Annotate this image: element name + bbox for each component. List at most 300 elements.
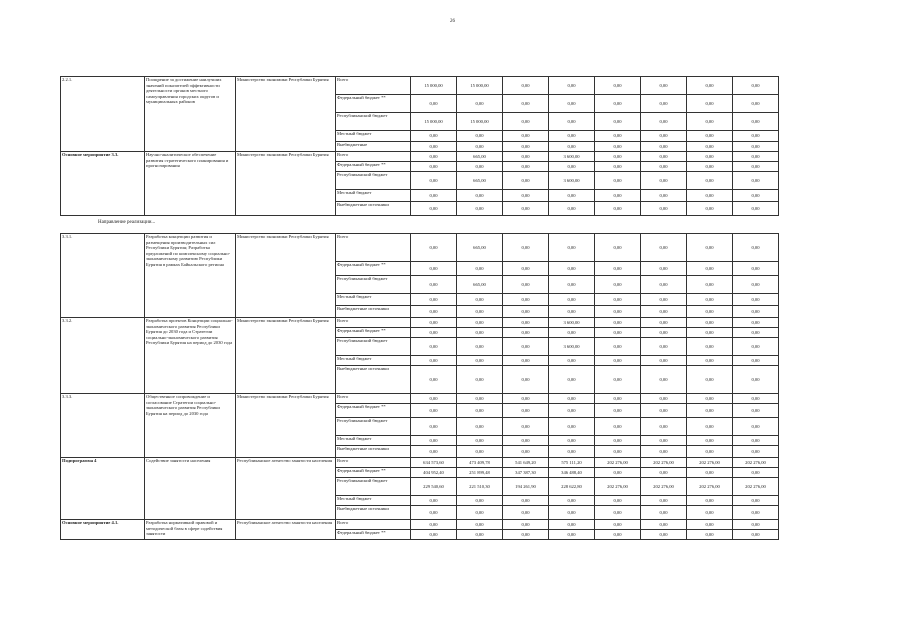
amount-cell: 0,00 (503, 446, 549, 458)
funding-source: Республиканский бюджет (336, 338, 411, 356)
amount-cell: 0,00 (687, 506, 733, 520)
amount-cell: 0,00 (411, 418, 457, 436)
funding-source: Всего (336, 394, 411, 404)
amount-cell: 0,00 (641, 436, 687, 446)
amount-cell: 0,00 (549, 418, 595, 436)
amount-cell: 0,00 (549, 506, 595, 520)
funding-source: Федеральный бюджет ** (336, 404, 411, 418)
amount-cell: 665,00 (457, 234, 503, 262)
funding-source: Местный бюджет (336, 294, 411, 306)
amount-cell: 0,00 (687, 418, 733, 436)
amount-cell: 0,00 (595, 294, 641, 306)
amount-cell: 0,00 (457, 418, 503, 436)
row-executor: Министерство экономики Республики Бурятия (236, 394, 336, 458)
amount-cell: 0,00 (733, 202, 779, 216)
amount-cell: 347 387,30 (503, 468, 549, 478)
amount-cell: 221 510,30 (457, 478, 503, 496)
amount-cell: 0,00 (503, 152, 549, 162)
funding-source: Внебюджетные источники (336, 202, 411, 216)
amount-cell: 0,00 (503, 520, 549, 530)
amount-cell: 202 276,00 (641, 478, 687, 496)
amount-cell: 0,00 (503, 306, 549, 318)
amount-cell: 251 899,48 (457, 468, 503, 478)
amount-cell: 0,00 (641, 520, 687, 530)
amount-cell: 202 276,00 (687, 478, 733, 496)
row-name: Поощрение за достижение наилучших значений показателей эффективности деятельности органов местного самоуправления городских округов и муниципальных районов (145, 77, 236, 152)
amount-cell: 0,00 (503, 77, 549, 95)
funding-source: Республиканский бюджет (336, 478, 411, 496)
amount-cell: 0,00 (549, 356, 595, 366)
amount-cell: 0,00 (687, 356, 733, 366)
amount-cell: 0,00 (411, 294, 457, 306)
funding-source: Местный бюджет (336, 496, 411, 506)
amount-cell: 0,00 (503, 276, 549, 294)
amount-cell: 0,00 (549, 262, 595, 276)
amount-cell: 0,00 (411, 496, 457, 506)
row-name: Содействие занятости населения (145, 458, 236, 520)
amount-cell: 0,00 (687, 77, 733, 95)
amount-cell: 0,00 (549, 394, 595, 404)
amount-cell: 0,00 (641, 394, 687, 404)
amount-cell: 0,00 (595, 95, 641, 113)
row-executor: Министерство экономики Республики Бурятия (236, 77, 336, 152)
amount-cell: 0,00 (687, 394, 733, 404)
amount-cell: 0,00 (503, 338, 549, 356)
amount-cell: 0,00 (595, 446, 641, 458)
amount-cell: 0,00 (457, 338, 503, 356)
amount-cell: 0,00 (687, 294, 733, 306)
amount-cell: 0,00 (549, 162, 595, 172)
amount-cell: 0,00 (411, 276, 457, 294)
amount-cell: 0,00 (549, 436, 595, 446)
amount-cell: 0,00 (503, 234, 549, 262)
funding-source: Всего (336, 234, 411, 262)
amount-cell: 0,00 (549, 306, 595, 318)
amount-cell: 0,00 (733, 436, 779, 446)
funding-source: Республиканский бюджет (336, 172, 411, 190)
amount-cell: 0,00 (411, 202, 457, 216)
row-code: 2.2.1. (61, 77, 145, 152)
amount-cell: 0,00 (733, 234, 779, 262)
funding-source: Внебюджетные источники (336, 306, 411, 318)
amount-cell: 0,00 (503, 366, 549, 394)
budget-table-top (60, 76, 779, 216)
amount-cell: 0,00 (641, 190, 687, 202)
amount-cell: 0,00 (733, 356, 779, 366)
amount-cell: 0,00 (595, 152, 641, 162)
amount-cell: 0,00 (733, 113, 779, 131)
amount-cell: 0,00 (687, 306, 733, 318)
section-heading: Направление реализации... (98, 220, 156, 225)
amount-cell: 0,00 (457, 202, 503, 216)
amount-cell: 0,00 (549, 520, 595, 530)
amount-cell: 0,00 (549, 142, 595, 152)
amount-cell: 202 276,00 (733, 458, 779, 468)
amount-cell: 0,00 (457, 262, 503, 276)
amount-cell: 0,00 (503, 172, 549, 190)
amount-cell: 0,00 (641, 262, 687, 276)
amount-cell: 0,00 (641, 318, 687, 328)
amount-cell: 0,00 (641, 234, 687, 262)
table-row (61, 458, 779, 468)
funding-source: Республиканский бюджет (336, 113, 411, 131)
amount-cell: 0,00 (687, 202, 733, 216)
amount-cell: 0,00 (687, 366, 733, 394)
amount-cell: 0,00 (687, 520, 733, 530)
amount-cell: 0,00 (641, 468, 687, 478)
amount-cell: 0,00 (733, 520, 779, 530)
funding-source: Местный бюджет (336, 356, 411, 366)
row-code: Подпрограмма 4 (61, 458, 145, 520)
amount-cell: 0,00 (457, 366, 503, 394)
amount-cell: 0,00 (733, 162, 779, 172)
amount-cell: 0,00 (733, 468, 779, 478)
amount-cell: 0,00 (457, 294, 503, 306)
amount-cell: 0,00 (733, 262, 779, 276)
funding-source: Местный бюджет (336, 436, 411, 446)
amount-cell: 202 276,00 (733, 478, 779, 496)
amount-cell: 0,00 (411, 262, 457, 276)
amount-cell: 404 952,40 (411, 468, 457, 478)
amount-cell: 0,00 (411, 318, 457, 328)
amount-cell: 0,00 (687, 530, 733, 540)
amount-cell: 0,00 (411, 152, 457, 162)
row-executor: Республиканское агентство занятости населения (236, 458, 336, 520)
amount-cell: 0,00 (641, 366, 687, 394)
amount-cell: 0,00 (687, 446, 733, 458)
funding-source: Федеральный бюджет ** (336, 262, 411, 276)
amount-cell: 0,00 (641, 446, 687, 458)
amount-cell: 0,00 (733, 190, 779, 202)
row-name: Разработка проектов Концепции социально-экономического развития Республики Бурятия до 2030 года и Стратегии социально-экономического развития Республики Бурятия на период до 2030 года (145, 318, 236, 394)
amount-cell: 0,00 (411, 328, 457, 338)
funding-source: Федеральный бюджет ** (336, 95, 411, 113)
amount-cell: 202 276,00 (641, 458, 687, 468)
amount-cell: 0,00 (641, 77, 687, 95)
amount-cell: 0,00 (641, 172, 687, 190)
table-row (61, 394, 779, 404)
amount-cell: 0,00 (411, 506, 457, 520)
amount-cell: 0,00 (457, 328, 503, 338)
amount-cell: 0,00 (641, 202, 687, 216)
amount-cell: 0,00 (411, 436, 457, 446)
table-row (61, 318, 779, 328)
amount-cell: 0,00 (503, 356, 549, 366)
table-row (61, 152, 779, 162)
amount-cell: 0,00 (687, 190, 733, 202)
amount-cell: 0,00 (733, 306, 779, 318)
amount-cell: 0,00 (595, 262, 641, 276)
amount-cell: 0,00 (503, 436, 549, 446)
amount-cell: 0,00 (457, 404, 503, 418)
amount-cell: 0,00 (457, 496, 503, 506)
amount-cell: 0,00 (503, 328, 549, 338)
amount-cell: 0,00 (687, 404, 733, 418)
amount-cell: 0,00 (595, 162, 641, 172)
amount-cell: 0,00 (595, 77, 641, 95)
amount-cell: 0,00 (411, 366, 457, 394)
amount-cell: 0,00 (411, 190, 457, 202)
amount-cell: 0,00 (641, 152, 687, 162)
funding-source: Республиканский бюджет (336, 276, 411, 294)
amount-cell: 0,00 (503, 142, 549, 152)
amount-cell: 0,00 (549, 530, 595, 540)
amount-cell: 0,00 (595, 131, 641, 142)
amount-cell: 0,00 (549, 276, 595, 294)
funding-source: Федеральный бюджет ** (336, 530, 411, 540)
amount-cell: 0,00 (733, 446, 779, 458)
amount-cell: 0,00 (411, 172, 457, 190)
amount-cell: 15 000,00 (411, 113, 457, 131)
amount-cell: 0,00 (549, 294, 595, 306)
amount-cell: 0,00 (411, 520, 457, 530)
amount-cell: 0,00 (733, 338, 779, 356)
funding-source: Федеральный бюджет ** (336, 162, 411, 172)
amount-cell: 0,00 (733, 294, 779, 306)
amount-cell: 0,00 (687, 436, 733, 446)
funding-source: Всего (336, 77, 411, 95)
funding-source: Всего (336, 152, 411, 162)
amount-cell: 0,00 (549, 202, 595, 216)
amount-cell: 3 600,00 (549, 338, 595, 356)
amount-cell: 0,00 (411, 404, 457, 418)
amount-cell: 0,00 (641, 356, 687, 366)
amount-cell: 0,00 (641, 418, 687, 436)
row-code: Основное мероприятие 3.3. (61, 152, 145, 216)
amount-cell: 0,00 (503, 294, 549, 306)
amount-cell: 0,00 (733, 366, 779, 394)
amount-cell: 0,00 (503, 394, 549, 404)
amount-cell: 0,00 (549, 404, 595, 418)
amount-cell: 0,00 (457, 436, 503, 446)
amount-cell: 473 409,78 (457, 458, 503, 468)
amount-cell: 0,00 (457, 394, 503, 404)
amount-cell: 0,00 (595, 276, 641, 294)
funding-source: Внебюджетные (336, 142, 411, 152)
amount-cell: 0,00 (503, 95, 549, 113)
amount-cell: 0,00 (733, 404, 779, 418)
funding-source: Всего (336, 520, 411, 530)
table-body-bottom (61, 234, 779, 540)
amount-cell: 0,00 (503, 113, 549, 131)
amount-cell: 0,00 (503, 131, 549, 142)
amount-cell: 0,00 (641, 294, 687, 306)
amount-cell: 0,00 (549, 496, 595, 506)
amount-cell: 0,00 (595, 496, 641, 506)
amount-cell: 202 276,00 (595, 458, 641, 468)
amount-cell: 0,00 (641, 131, 687, 142)
amount-cell: 0,00 (503, 404, 549, 418)
funding-source: Внебюджетные источники (336, 446, 411, 458)
amount-cell: 0,00 (549, 328, 595, 338)
amount-cell: 0,00 (595, 356, 641, 366)
amount-cell: 0,00 (687, 468, 733, 478)
amount-cell: 0,00 (595, 530, 641, 540)
amount-cell: 0,00 (733, 142, 779, 152)
amount-cell: 0,00 (641, 306, 687, 318)
row-name: Общественное сопровождение и согласование Стратегии социально-экономического развития Республики Бурятия на период до 2030 года (145, 394, 236, 458)
funding-source: Внебюджетные источники (336, 506, 411, 520)
page-number: 26 (450, 19, 455, 24)
amount-cell: 0,00 (733, 530, 779, 540)
row-code: 3.3.2. (61, 318, 145, 394)
amount-cell: 0,00 (733, 394, 779, 404)
amount-cell: 0,00 (687, 338, 733, 356)
amount-cell: 202 276,00 (595, 478, 641, 496)
amount-cell: 0,00 (595, 338, 641, 356)
amount-cell: 0,00 (457, 530, 503, 540)
amount-cell: 0,00 (733, 131, 779, 142)
amount-cell: 0,00 (503, 202, 549, 216)
amount-cell: 0,00 (595, 234, 641, 262)
amount-cell: 0,00 (411, 95, 457, 113)
funding-source: Местный бюджет (336, 131, 411, 142)
funding-source: Внебюджетные источники (336, 366, 411, 394)
amount-cell: 0,00 (457, 318, 503, 328)
row-name: Научно-аналитическое обеспечение развития стратегического планирования и прогнозирования (145, 152, 236, 216)
amount-cell: 15 000,00 (457, 77, 503, 95)
amount-cell: 0,00 (457, 446, 503, 458)
amount-cell: 0,00 (457, 190, 503, 202)
amount-cell: 0,00 (733, 172, 779, 190)
amount-cell: 0,00 (733, 95, 779, 113)
amount-cell: 0,00 (411, 306, 457, 318)
amount-cell: 0,00 (687, 131, 733, 142)
amount-cell: 0,00 (595, 520, 641, 530)
amount-cell: 0,00 (687, 152, 733, 162)
amount-cell: 0,00 (641, 113, 687, 131)
amount-cell: 228 622,80 (549, 478, 595, 496)
amount-cell: 0,00 (641, 328, 687, 338)
row-code: Основное мероприятие 4.1. (61, 520, 145, 540)
amount-cell: 0,00 (641, 276, 687, 294)
amount-cell: 0,00 (411, 234, 457, 262)
funding-source: Федеральный бюджет ** (336, 468, 411, 478)
amount-cell: 0,00 (457, 520, 503, 530)
amount-cell: 0,00 (503, 190, 549, 202)
amount-cell: 0,00 (595, 506, 641, 520)
amount-cell: 0,00 (641, 338, 687, 356)
funding-source: Местный бюджет (336, 190, 411, 202)
amount-cell: 0,00 (457, 162, 503, 172)
amount-cell: 0,00 (411, 162, 457, 172)
amount-cell: 0,00 (595, 318, 641, 328)
amount-cell: 0,00 (641, 404, 687, 418)
amount-cell: 0,00 (549, 446, 595, 458)
amount-cell: 0,00 (503, 506, 549, 520)
row-name: Разработка нормативной правовой и методической базы в сфере содействия занятости (145, 520, 236, 540)
amount-cell: 0,00 (457, 506, 503, 520)
amount-cell: 346 488,40 (549, 468, 595, 478)
table-row (61, 234, 779, 262)
amount-cell: 0,00 (733, 506, 779, 520)
amount-cell: 665,00 (457, 172, 503, 190)
amount-cell: 0,00 (457, 356, 503, 366)
amount-cell: 0,00 (687, 234, 733, 262)
amount-cell: 0,00 (687, 95, 733, 113)
amount-cell: 0,00 (687, 276, 733, 294)
amount-cell: 0,00 (549, 77, 595, 95)
amount-cell: 0,00 (549, 131, 595, 142)
amount-cell: 0,00 (457, 131, 503, 142)
amount-cell: 0,00 (503, 530, 549, 540)
amount-cell: 0,00 (595, 366, 641, 394)
funding-source: Республиканский бюджет (336, 418, 411, 436)
row-code: 3.3.3. (61, 394, 145, 458)
amount-cell: 194 261,90 (503, 478, 549, 496)
amount-cell: 0,00 (687, 172, 733, 190)
amount-cell: 0,00 (549, 95, 595, 113)
amount-cell: 0,00 (595, 202, 641, 216)
amount-cell: 202 276,00 (687, 458, 733, 468)
budget-table-bottom (60, 233, 779, 540)
funding-source: Федеральный бюджет ** (336, 328, 411, 338)
amount-cell: 0,00 (733, 496, 779, 506)
amount-cell: 0,00 (595, 306, 641, 318)
amount-cell: 0,00 (687, 142, 733, 152)
amount-cell: 0,00 (595, 113, 641, 131)
amount-cell: 0,00 (687, 113, 733, 131)
amount-cell: 0,00 (641, 496, 687, 506)
amount-cell: 0,00 (503, 162, 549, 172)
table-row (61, 520, 779, 530)
amount-cell: 15 000,00 (411, 77, 457, 95)
row-code: 3.3.1. (61, 234, 145, 318)
amount-cell: 0,00 (641, 162, 687, 172)
amount-cell: 0,00 (687, 162, 733, 172)
amount-cell: 0,00 (595, 394, 641, 404)
amount-cell: 0,00 (411, 356, 457, 366)
amount-cell: 0,00 (595, 190, 641, 202)
amount-cell: 0,00 (411, 530, 457, 540)
amount-cell: 0,00 (595, 436, 641, 446)
row-executor: Министерство экономики Республики Бурятия (236, 152, 336, 216)
amount-cell: 541 649,20 (503, 458, 549, 468)
amount-cell: 575 111,20 (549, 458, 595, 468)
amount-cell: 0,00 (549, 366, 595, 394)
row-executor: Республиканское агентство занятости населения (236, 520, 336, 540)
amount-cell: 0,00 (595, 328, 641, 338)
amount-cell: 3 600,00 (549, 172, 595, 190)
amount-cell: 0,00 (733, 77, 779, 95)
amount-cell: 665,00 (457, 152, 503, 162)
funding-source: Всего (336, 458, 411, 468)
amount-cell: 634 573,60 (411, 458, 457, 468)
amount-cell: 0,00 (641, 142, 687, 152)
amount-cell: 0,00 (687, 328, 733, 338)
amount-cell: 0,00 (641, 506, 687, 520)
amount-cell: 0,00 (457, 95, 503, 113)
row-executor: Министерство экономики Республики Бурятия (236, 234, 336, 318)
amount-cell: 3 600,00 (549, 318, 595, 328)
amount-cell: 0,00 (733, 418, 779, 436)
amount-cell: 0,00 (595, 418, 641, 436)
amount-cell: 0,00 (595, 468, 641, 478)
amount-cell: 0,00 (411, 446, 457, 458)
amount-cell: 0,00 (733, 276, 779, 294)
table-row (61, 77, 779, 95)
amount-cell: 0,00 (733, 152, 779, 162)
amount-cell: 0,00 (641, 95, 687, 113)
amount-cell: 0,00 (687, 496, 733, 506)
amount-cell: 0,00 (503, 262, 549, 276)
amount-cell: 0,00 (411, 131, 457, 142)
amount-cell: 0,00 (687, 262, 733, 276)
amount-cell: 0,00 (457, 306, 503, 318)
amount-cell: 0,00 (549, 113, 595, 131)
row-executor: Министерство экономики Республики Бурятия (236, 318, 336, 394)
row-name: Разработка концепции развития и размещения производительных сил Республики Бурятия; Разработка предложений по комплексному социально-экономическому развитию Республики Бурятия в рамках Байкальского региона (145, 234, 236, 318)
